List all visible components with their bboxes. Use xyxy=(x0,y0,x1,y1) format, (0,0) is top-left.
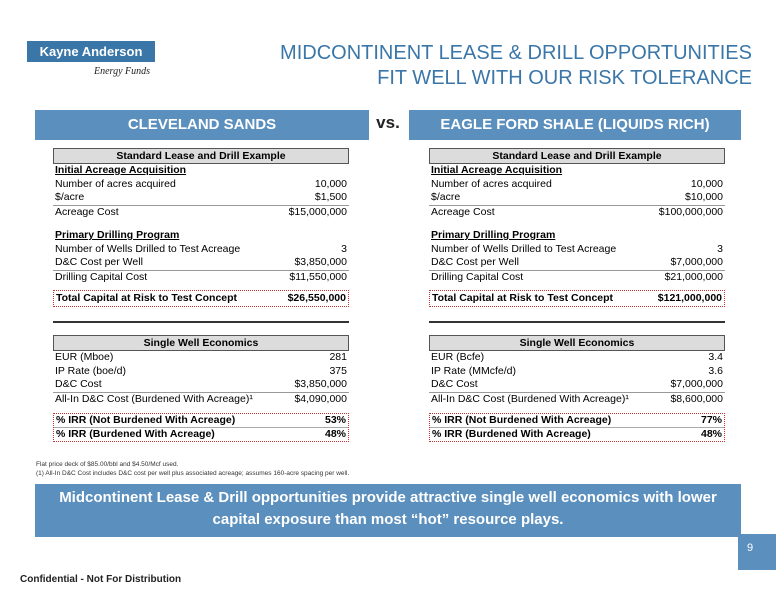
table-row: D&C Cost $3,850,000 xyxy=(53,378,349,393)
left-drill-title: Primary Drilling Program xyxy=(55,229,180,241)
table-row: All-In D&C Cost (Burdened With Acreage)¹ $8,600,000 xyxy=(431,392,723,405)
table-row: Drilling Capital Cost $21,000,000 xyxy=(431,270,723,283)
left-heading: CLEVELAND SANDS xyxy=(35,110,369,140)
table-row: % IRR (Burdened With Acreage) 48% xyxy=(56,428,346,440)
table-row: Acreage Cost $15,000,000 xyxy=(55,205,347,218)
table-row: D&C Cost per Well $3,850,000 xyxy=(53,256,349,271)
left-example-header: Standard Lease and Drill Example xyxy=(53,148,349,164)
left-total-row: Total Capital at Risk to Test Concept $26,550,000 xyxy=(53,290,349,307)
footnote-1: (1) All-In D&C Cost includes D&C cost per well plus associated acreage; assumes 160-acre spacing per well. xyxy=(36,470,350,477)
logo: Kayne Anderson xyxy=(27,41,155,62)
left-acq-title: Initial Acreage Acquisition xyxy=(55,164,187,176)
table-row: D&C Cost per Well $7,000,000 xyxy=(429,256,725,271)
table-row: Acreage Cost $100,000,000 xyxy=(431,205,723,218)
title-line-2: FIT WELL WITH OUR RISK TOLERANCE xyxy=(377,67,752,89)
table-row: Number of Wells Drilled to Test Acreage 3 xyxy=(431,242,723,255)
table-row: IP Rate (boe/d) 375 xyxy=(55,364,347,377)
table-row: Drilling Capital Cost $11,550,000 xyxy=(55,270,347,283)
conclusion-banner: Midcontinent Lease & Drill opportunities provide attractive single well economics with lower capital exposure than most “hot” resource plays. xyxy=(35,484,741,537)
confidential-label: Confidential - Not For Distribution xyxy=(20,574,182,585)
right-drill-title: Primary Drilling Program xyxy=(431,229,556,241)
right-example-header: Standard Lease and Drill Example xyxy=(429,148,725,164)
page-number: 9 xyxy=(746,542,754,554)
left-irr-box xyxy=(53,413,349,442)
right-acq-title: Initial Acreage Acquisition xyxy=(431,164,563,176)
table-row: Number of acres acquired 10,000 xyxy=(55,177,347,190)
right-total-row: Total Capital at Risk to Test Concept $121,000,000 xyxy=(429,290,725,307)
table-row: $/acre $10,000 xyxy=(429,191,725,206)
table-row: Number of Wells Drilled to Test Acreage 3 xyxy=(55,242,347,255)
table-row: EUR (Bcfe) 3.4 xyxy=(431,351,723,363)
left-econ-header: Single Well Economics xyxy=(53,335,349,351)
footnote-price: Flat price deck of $85.00/bbl and $4.50/Mcf used. xyxy=(36,461,179,468)
table-row: Number of acres acquired 10,000 xyxy=(431,177,723,190)
table-row: % IRR (Burdened With Acreage) 48% xyxy=(432,428,722,440)
table-row: % IRR (Not Burdened With Acreage) 77% xyxy=(432,414,722,426)
table-row: D&C Cost $7,000,000 xyxy=(429,378,725,393)
table-row: $/acre $1,500 xyxy=(53,191,349,206)
table-row: All-In D&C Cost (Burdened With Acreage)¹ $4,090,000 xyxy=(55,392,347,405)
right-irr-box xyxy=(429,413,725,442)
table-row: IP Rate (MMcfe/d) 3.6 xyxy=(431,364,723,377)
title-line-1: MIDCONTINENT LEASE & DRILL OPPORTUNITIES xyxy=(280,42,752,64)
left-table xyxy=(53,148,349,442)
right-table xyxy=(429,148,725,442)
page-title xyxy=(280,41,752,91)
right-heading: EAGLE FORD SHALE (LIQUIDS RICH) xyxy=(409,110,741,140)
vs-label: vs. xyxy=(376,113,400,132)
table-row: EUR (Mboe) 281 xyxy=(55,351,347,363)
right-econ-header: Single Well Economics xyxy=(429,335,725,351)
table-row: % IRR (Not Burdened With Acreage) 53% xyxy=(56,414,346,426)
logo-subtitle: Energy Funds xyxy=(94,66,151,77)
